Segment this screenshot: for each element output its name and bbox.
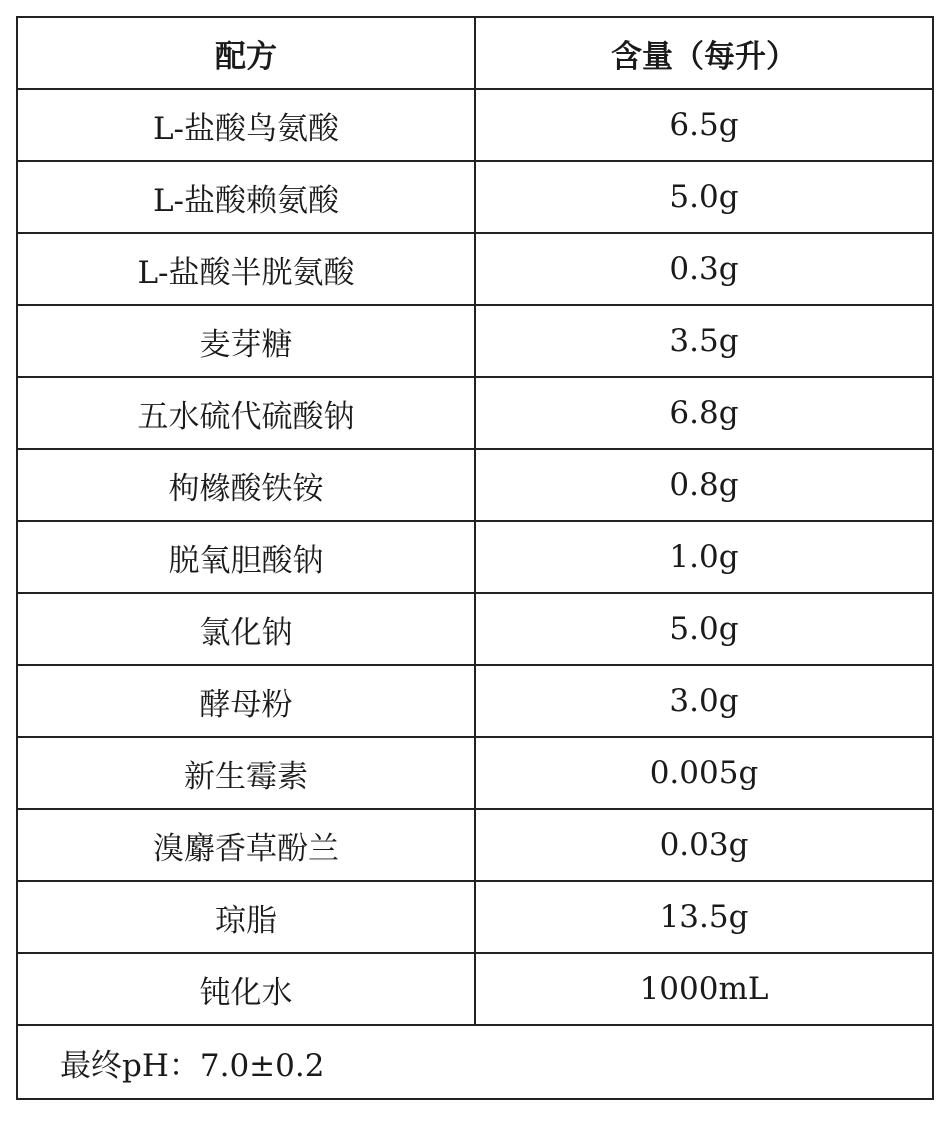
ingredient-amount: 6.5g <box>475 89 933 161</box>
table-row <box>17 305 933 377</box>
table-row <box>17 665 933 737</box>
table-row <box>17 377 933 449</box>
ingredient-name: 酵母粉 <box>17 665 475 737</box>
table-row <box>17 737 933 809</box>
table-row <box>17 809 933 881</box>
ingredient-name: 溴麝香草酚兰 <box>17 809 475 881</box>
ingredient-amount: 0.8g <box>475 449 933 521</box>
header-formula: 配方 <box>17 17 475 89</box>
ingredient-amount: 0.3g <box>475 233 933 305</box>
ingredient-amount: 0.005g <box>475 737 933 809</box>
ingredient-amount: 5.0g <box>475 161 933 233</box>
table-row <box>17 953 933 1025</box>
ingredient-name: 钝化水 <box>17 953 475 1025</box>
ingredient-name: L-盐酸半胱氨酸 <box>17 233 475 305</box>
ingredient-name: L-盐酸赖氨酸 <box>17 161 475 233</box>
ingredient-amount: 0.03g <box>475 809 933 881</box>
ingredient-amount: 1000mL <box>475 953 933 1025</box>
final-ph-note: 最终pH：7.0±0.2 <box>17 1025 933 1099</box>
ingredient-name: 枸橼酸铁铵 <box>17 449 475 521</box>
table-header-row <box>17 17 933 89</box>
ingredient-name: 琼脂 <box>17 881 475 953</box>
formula-table <box>16 16 934 1100</box>
table-row <box>17 233 933 305</box>
table-row <box>17 89 933 161</box>
header-amount-per-liter: 含量（每升） <box>475 17 933 89</box>
ingredient-amount: 13.5g <box>475 881 933 953</box>
ingredient-amount: 3.5g <box>475 305 933 377</box>
ingredient-name: 麦芽糖 <box>17 305 475 377</box>
ingredient-name: 脱氧胆酸钠 <box>17 521 475 593</box>
ingredient-name: L-盐酸鸟氨酸 <box>17 89 475 161</box>
ingredient-name: 氯化钠 <box>17 593 475 665</box>
table-row <box>17 881 933 953</box>
ingredient-amount: 3.0g <box>475 665 933 737</box>
table-footer-row <box>17 1025 933 1099</box>
ingredient-amount: 6.8g <box>475 377 933 449</box>
table-row <box>17 161 933 233</box>
table-row <box>17 521 933 593</box>
ingredient-name: 五水硫代硫酸钠 <box>17 377 475 449</box>
table-row <box>17 593 933 665</box>
ingredient-amount: 1.0g <box>475 521 933 593</box>
table-row <box>17 449 933 521</box>
ingredient-name: 新生霉素 <box>17 737 475 809</box>
ingredient-amount: 5.0g <box>475 593 933 665</box>
